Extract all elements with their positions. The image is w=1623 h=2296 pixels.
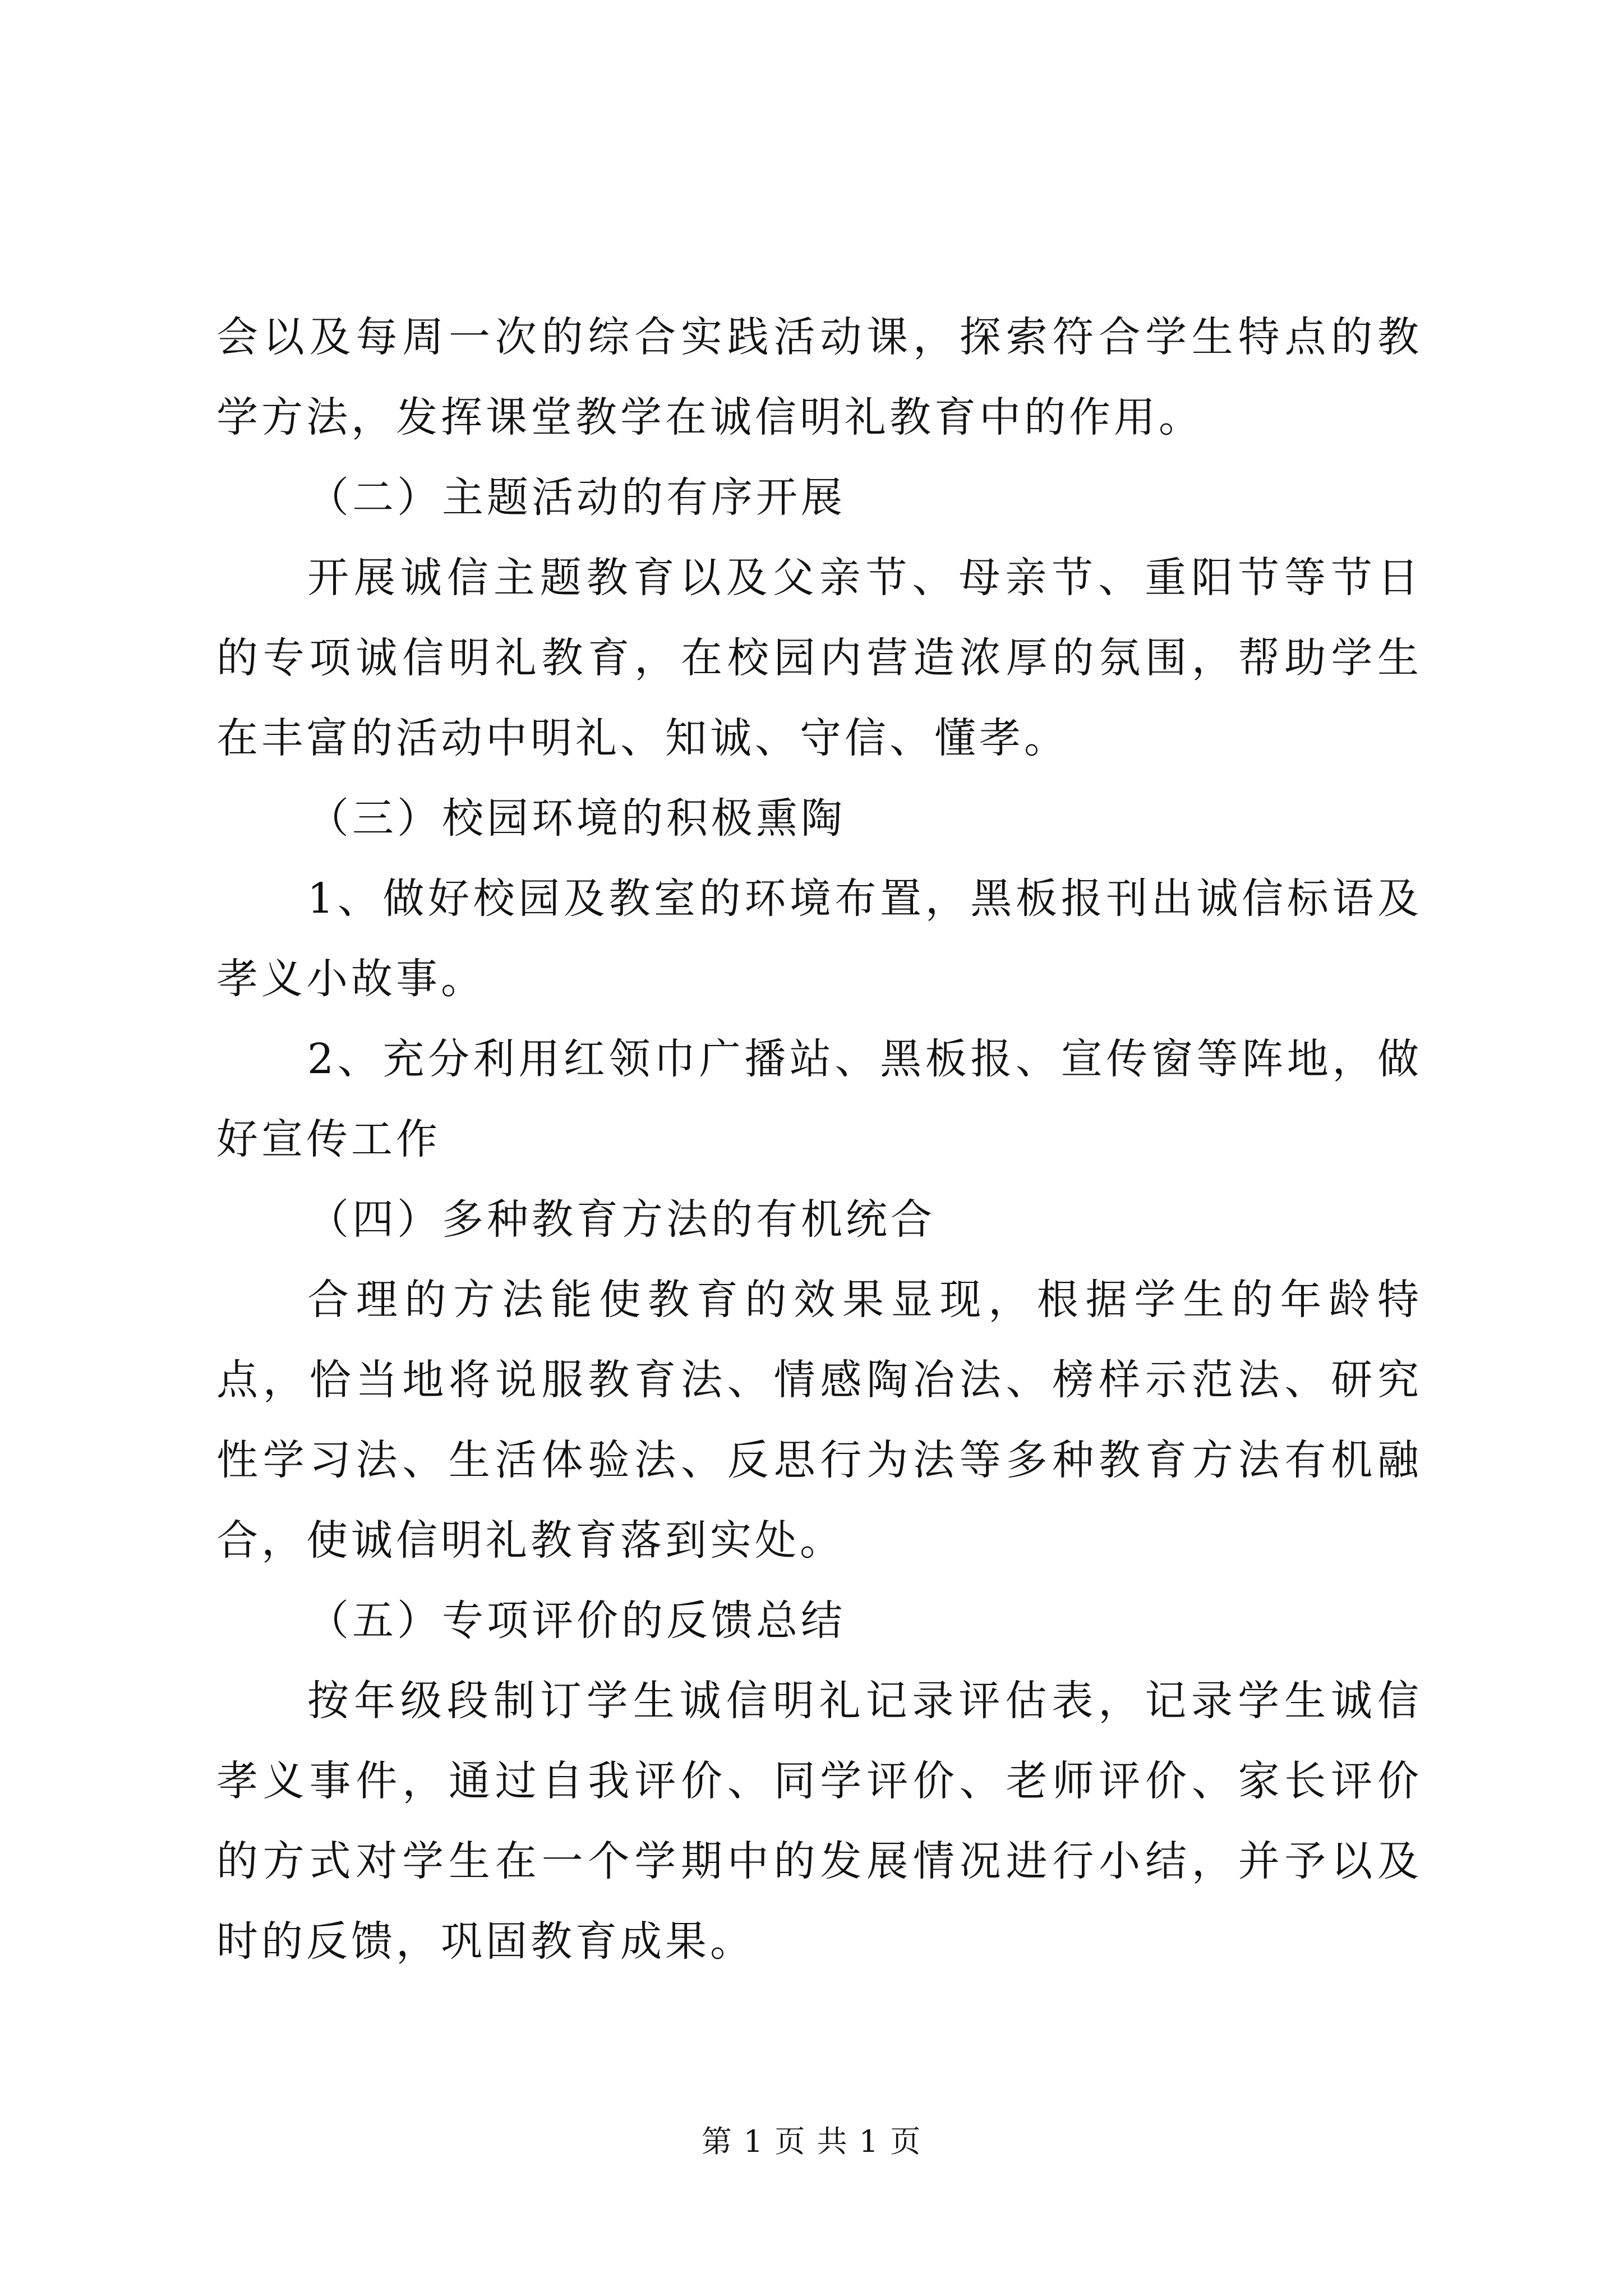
section-heading-3: （三）校园环境的积极熏陶	[307, 794, 846, 843]
paragraph-theme-activities: 开展诚信主题教育以及父亲节、母亲节、重阳节等节日的专项诚信明礼教育，在校园内营造浓厚的氛围，帮助学生在丰富的活动中明礼、知诚、守信、懂孝。	[216, 554, 1422, 762]
section-heading-4: （四）多种教育方法的有机统合	[307, 1195, 935, 1244]
section-heading-2: （二）主题活动的有序开展	[307, 473, 846, 522]
paragraph-continuation: 会以及每周一次的综合实践活动课，探索符合学生特点的教学方法，发挥课堂教学在诚信明礼教育中的作用。	[216, 313, 1422, 441]
page-number-footer: 第 1 页 共 1 页	[701, 2124, 922, 2159]
document-body	[216, 297, 1422, 1982]
paragraph-environment-1: 1、做好校园及教室的环境布置，黑板报刊出诚信标语及孝义小故事。	[216, 875, 1422, 1003]
paragraph-methods: 合理的方法能使教育的效果显现，根据学生的年龄特点，恰当地将说服教育法、情感陶冶法、榜样示范法、研究性学习法、生活体验法、反思行为法等多种教育方法有机融合，使诚信明礼教育落到实处。	[216, 1276, 1422, 1565]
section-heading-5: （五）专项评价的反馈总结	[307, 1596, 846, 1645]
paragraph-environment-2: 2、充分利用红领巾广播站、黑板报、宣传窗等阵地，做好宣传工作	[216, 1035, 1422, 1163]
paragraph-evaluation: 按年级段制订学生诚信明礼记录评估表，记录学生诚信孝义事件，通过自我评价、同学评价、老师评价、家长评价的方式对学生在一个学期中的发展情况进行小结，并予以及时的反馈，巩固教育成果。	[216, 1677, 1422, 1966]
